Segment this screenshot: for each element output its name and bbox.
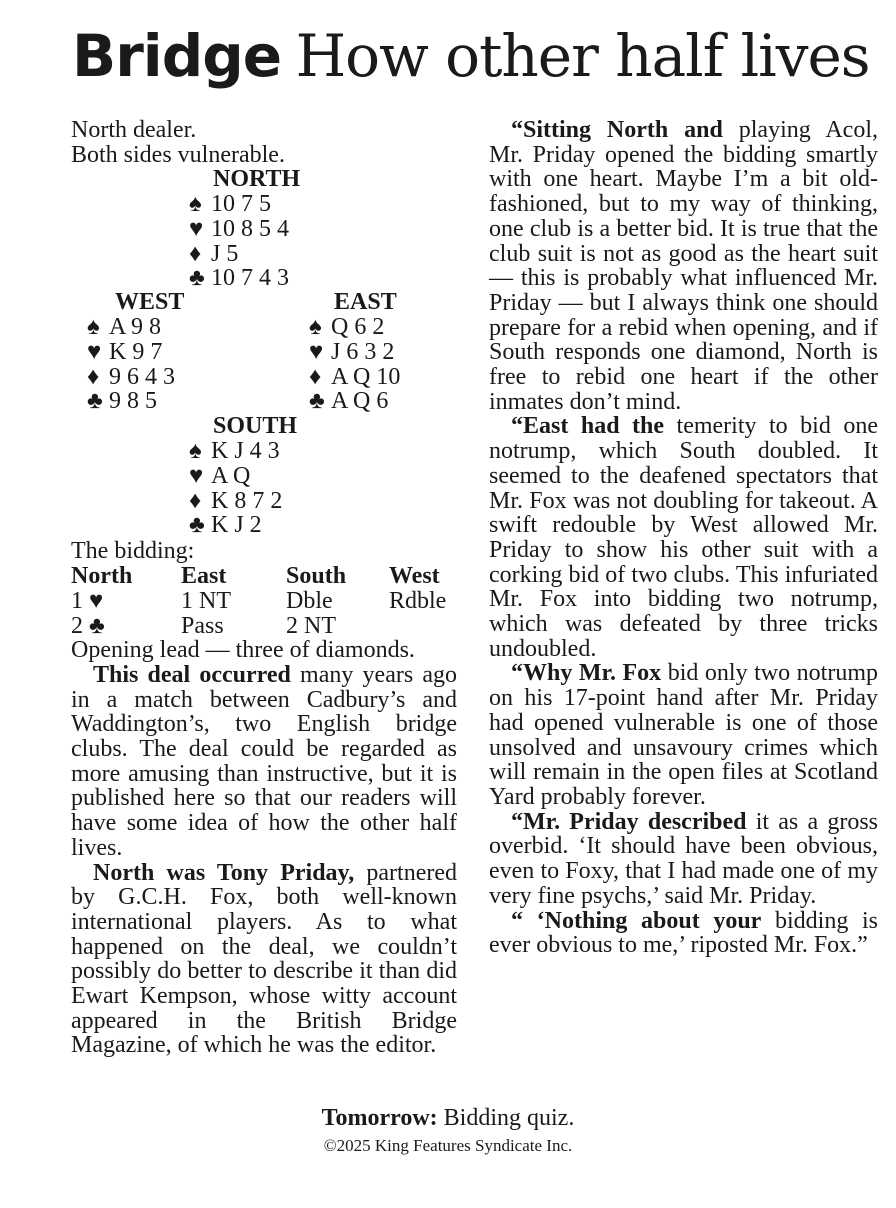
heart-icon: ♥ — [189, 462, 204, 489]
paragraph — [489, 810, 878, 909]
north-spades: 10 7 5 — [211, 191, 271, 218]
paragraph-text: temerity to bid one notrump, which South doubled. It seemed to the deafened spectators that Mr. Fox was not doubling for takeout. A swift redouble by West allowed Mr. Priday to show his other suit with a corking bid of two clubs. This infuriated Mr. Fox into bidding two notrump, which was defeated by three tricks undoubled. — [489, 413, 878, 662]
diamond-icon: ♦ — [189, 240, 202, 267]
spade-icon: ♠ — [189, 438, 202, 465]
club-icon: ♣ — [189, 512, 205, 539]
bid-cell: 2 NT — [286, 612, 336, 639]
heart-icon: ♥ — [189, 215, 204, 242]
club-icon: ♣ — [309, 388, 325, 415]
paragraph — [489, 661, 878, 809]
west-hand — [87, 290, 184, 414]
bid-cell: 1 NT — [181, 587, 231, 614]
bidding-row — [71, 589, 446, 614]
spade-icon: ♠ — [309, 314, 322, 341]
heart-icon: ♥ — [309, 338, 324, 365]
club-icon: ♣ — [87, 388, 103, 415]
paragraph — [489, 909, 878, 958]
paragraph-text: it as a gross overbid. ‘It should have been obvious, even to Foxy, that I had made one of my very fine psychs,’ said Mr. Priday. — [489, 808, 879, 909]
club-icon: ♣ — [189, 265, 205, 292]
north-title: NORTH — [213, 166, 301, 193]
bidding-header-row — [71, 564, 446, 589]
north-hearts: 10 8 5 4 — [211, 215, 289, 242]
paragraph-text: bid only two notrump on his 17-point hand after Mr. Priday had opened vulnerable is one of those unsolved and unsavoury crimes which will remain in the open files at Scotland Yard probably forever. — [489, 660, 878, 810]
dealer-line: North dealer. — [71, 117, 197, 143]
bid-cell: Pass — [181, 612, 224, 639]
diamond-icon: ♦ — [189, 487, 202, 514]
bidding-header-east: East — [181, 563, 227, 590]
spade-icon: ♠ — [87, 314, 100, 341]
spade-icon: ♠ — [189, 191, 202, 218]
tomorrow-text: Bidding quiz. — [437, 1105, 575, 1131]
heart-icon: ♥ — [87, 338, 102, 365]
bidding-row — [71, 614, 446, 639]
south-title: SOUTH — [213, 413, 298, 440]
paragraph-text: many years ago in a match between Cadbury’s and Waddington’s, two English bridge clubs. The deal could be regarded as more amusing than instructive, but it is published here so that our readers will have some idea of how the other half lives. — [71, 661, 457, 861]
east-clubs: A Q 6 — [331, 388, 389, 415]
bidding-header-west: West — [389, 563, 440, 590]
paragraph — [71, 663, 457, 861]
paragraph-lead: “East had the — [511, 413, 665, 440]
bid-cell: Dble — [286, 587, 333, 614]
headline-bridge: Bridge — [72, 22, 282, 90]
tomorrow-label: Tomorrow: — [321, 1105, 438, 1131]
south-clubs: K J 2 — [211, 512, 262, 539]
west-diamonds: 9 6 4 3 — [109, 363, 175, 390]
bid-cell: 2 ♣ — [71, 612, 105, 639]
paragraph-lead: “Sitting North and — [511, 117, 723, 143]
bidding-header-south: South — [286, 563, 347, 590]
west-clubs: 9 8 5 — [109, 388, 157, 415]
opening-lead: Opening lead — three of diamonds. — [71, 637, 415, 664]
north-diamonds: J 5 — [211, 240, 239, 267]
paragraph-text: partnered by G.C.H. Fox, both well-known international players. As to what happened on the deal, we couldn’t possibly do better to describe it than did Ewart Kempson, whose witty account appeared in the British Bridge Magazine, of which he was the editor. — [71, 859, 458, 1059]
south-spades: K J 4 3 — [211, 438, 280, 465]
south-hand — [189, 414, 297, 538]
paragraph — [489, 118, 878, 414]
east-diamonds: A Q 10 — [331, 363, 401, 390]
paragraph — [489, 414, 878, 661]
south-hearts: A Q — [211, 462, 251, 489]
east-hand — [309, 290, 400, 414]
left-column — [71, 118, 457, 1058]
east-spades: Q 6 2 — [331, 314, 385, 341]
west-spades: A 9 8 — [109, 314, 162, 341]
east-title: EAST — [334, 289, 397, 316]
bid-cell: Rdble — [389, 587, 447, 614]
paragraph-lead: “Why Mr. Fox — [511, 660, 662, 687]
north-clubs: 10 7 4 3 — [211, 265, 289, 292]
bidding-label: The bidding: — [71, 538, 195, 565]
bidding-table — [71, 564, 446, 638]
vulnerability-line: Both sides vulnerable. — [71, 141, 285, 168]
east-hearts: J 6 3 2 — [331, 338, 395, 365]
deal-diagram — [71, 167, 457, 539]
paragraph-lead: “ ‘Nothing about your — [511, 907, 762, 934]
paragraph-text: bidding is ever obvious to me,’ riposted Mr. Fox.” — [489, 907, 878, 959]
diamond-icon: ♦ — [87, 363, 100, 390]
paragraph-lead: “Mr. Priday described — [511, 808, 747, 835]
copyright: ©2025 King Features Syndicate Inc. — [323, 1136, 573, 1155]
bid-cell: 1 ♥ — [71, 587, 104, 614]
west-title: WEST — [115, 289, 185, 316]
bid-cell — [389, 614, 446, 639]
west-hearts: K 9 7 — [109, 338, 163, 365]
south-diamonds: K 8 7 2 — [211, 487, 283, 514]
paragraph-lead: This deal occurred — [93, 661, 291, 688]
paragraph — [71, 861, 457, 1059]
bidding-header-north: North — [71, 563, 133, 590]
north-hand — [189, 167, 300, 291]
diamond-icon: ♦ — [309, 363, 322, 390]
paragraph-lead: North was Tony Priday, — [93, 859, 355, 886]
tomorrow-line — [0, 1104, 896, 1132]
headline — [72, 22, 872, 91]
right-column — [489, 118, 878, 958]
headline-title: How other half lives — [295, 22, 870, 90]
paragraph-text: playing Acol, Mr. Priday opened the bidding smartly with one heart. Maybe I’m a bit old-fashioned, but to my way of thinking, one club is a better bid. It is true that the club suit is not as good as the heart suit — this is probably what influenced Mr. Priday — but I always think one should prepare for a rebid when opening, and if South responds one diamond, North is free to rebid one heart if the other inmates don’t mind. — [489, 117, 878, 415]
